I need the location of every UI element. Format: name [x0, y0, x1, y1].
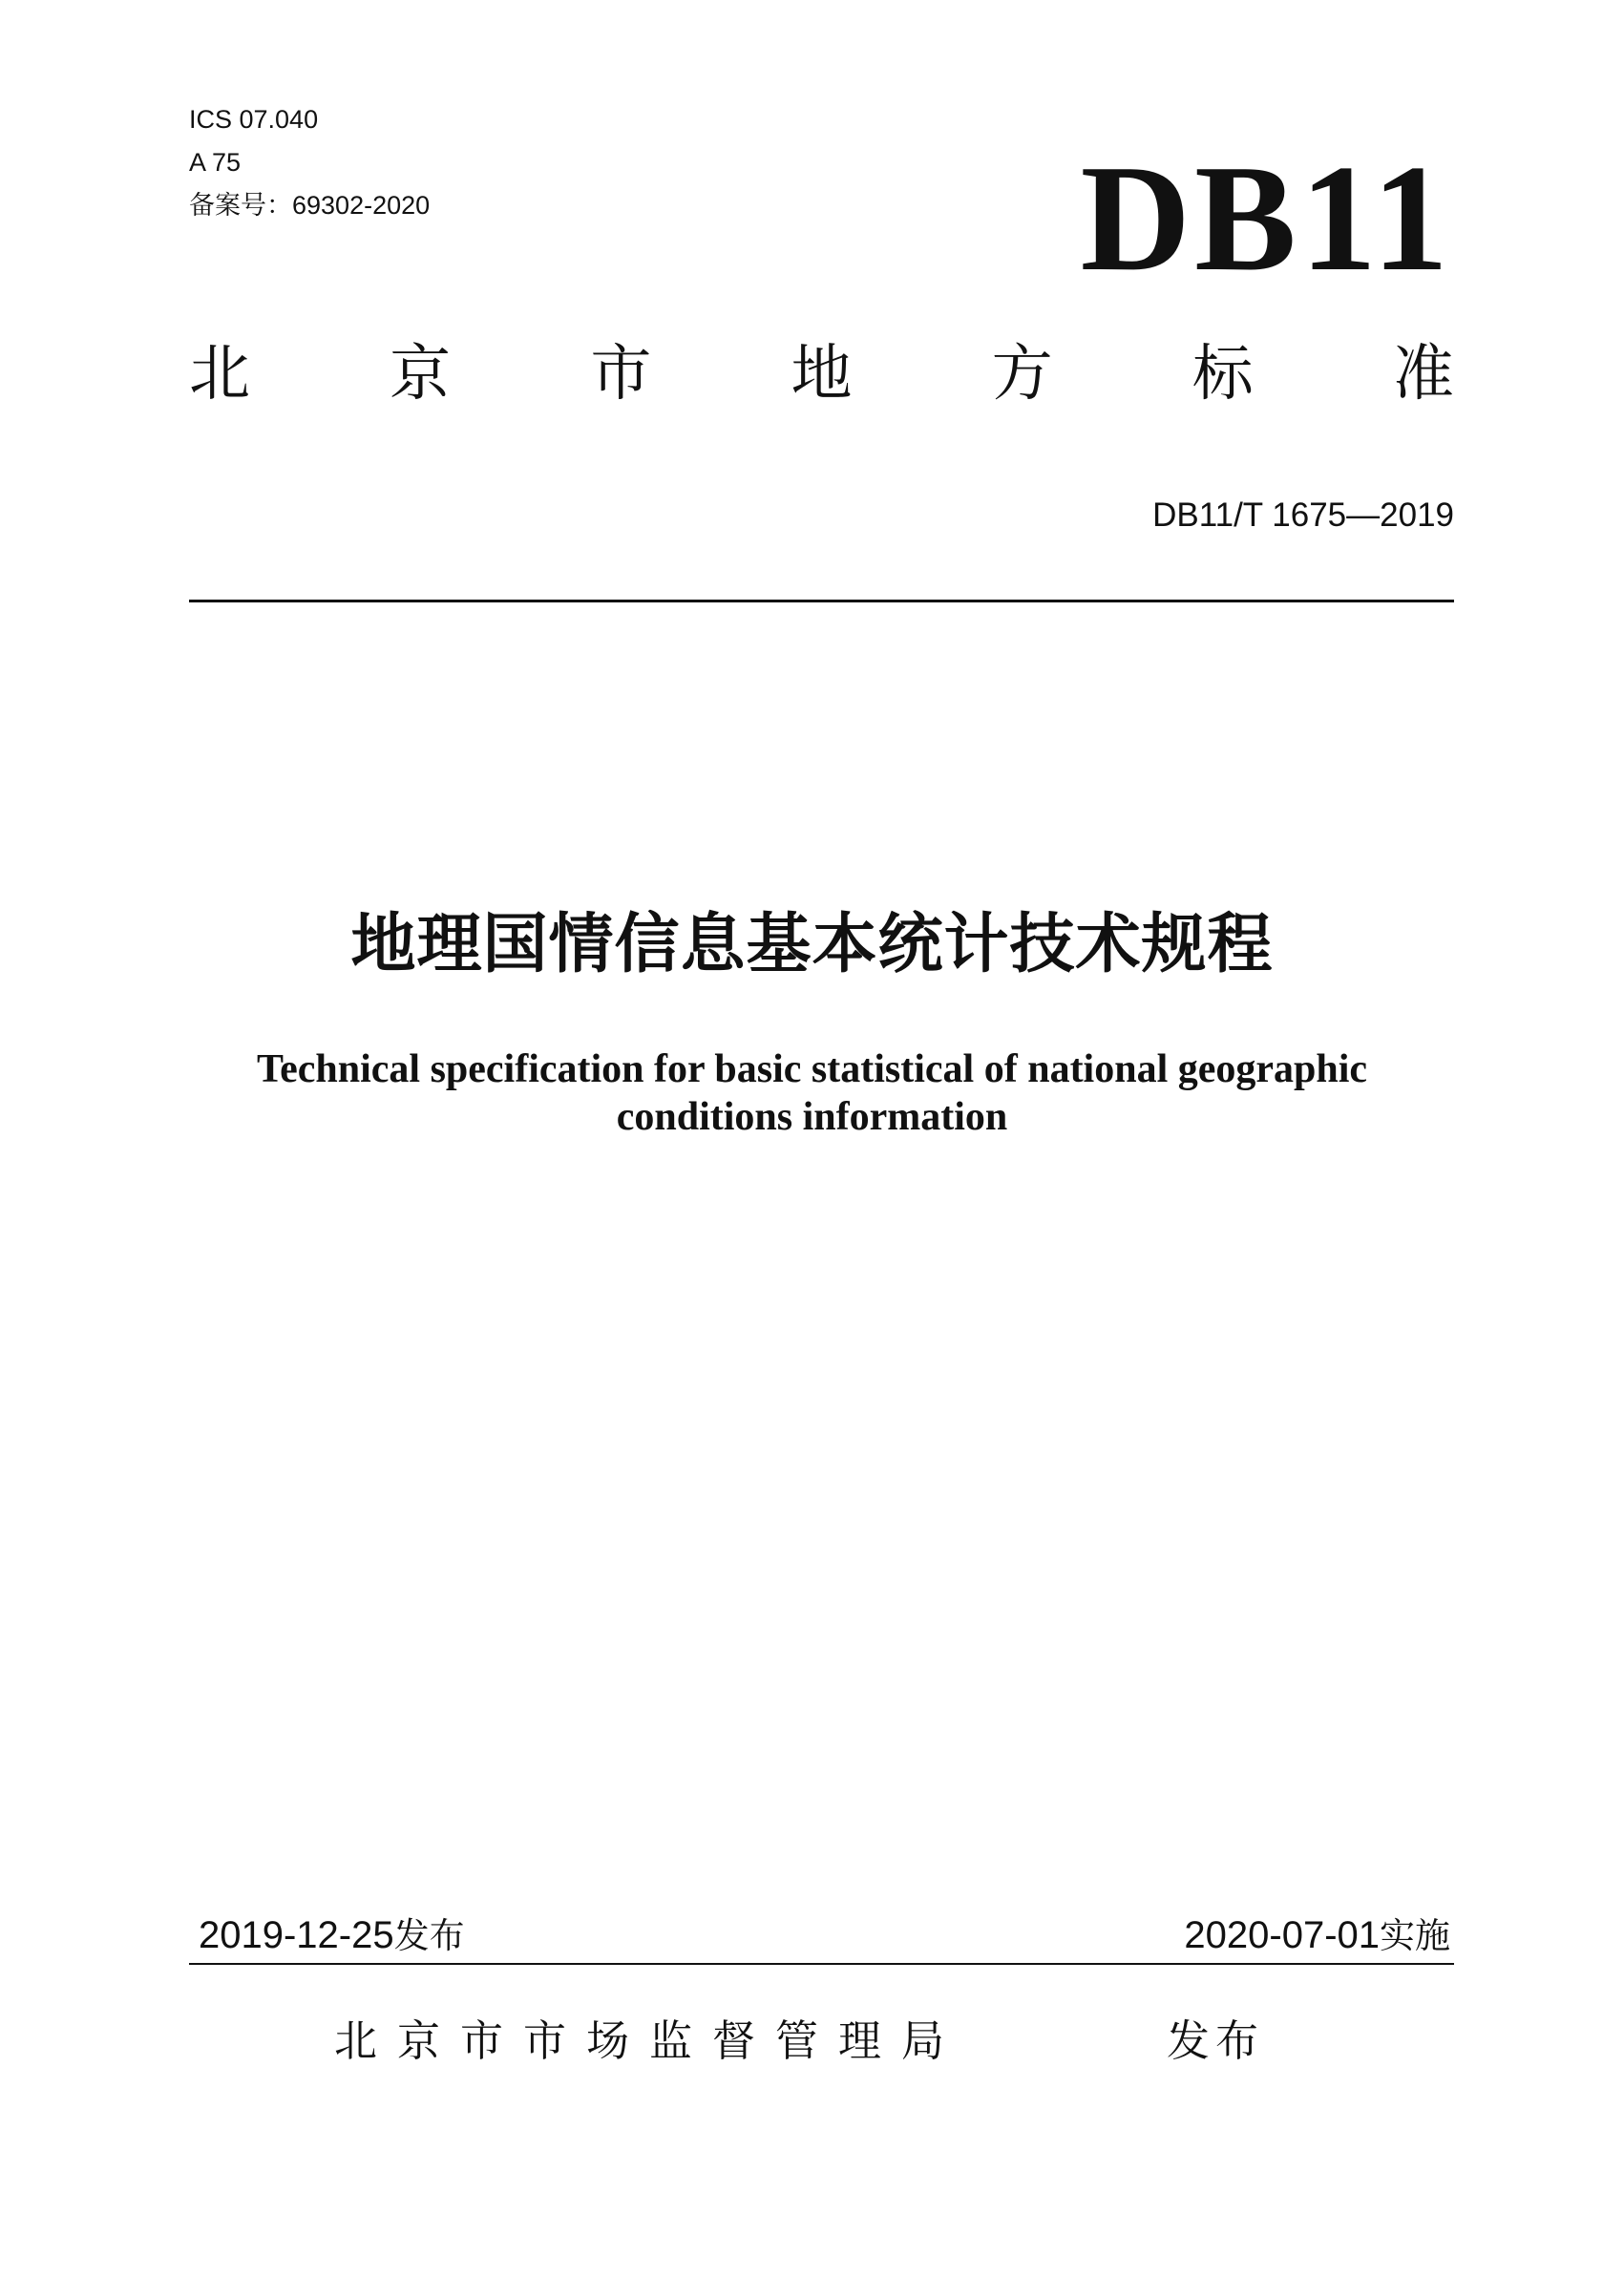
title-english-line-2: conditions information	[616, 1095, 1008, 1139]
publisher-char: 北	[334, 2015, 378, 2066]
standard-type-char: 京	[390, 339, 452, 410]
ics-code: ICS 07.040	[189, 105, 319, 134]
publisher-char: 市	[460, 2015, 504, 2066]
db-logo: DB11	[1080, 133, 1452, 303]
publisher-char: 市	[523, 2015, 567, 2066]
publisher-char: 督	[712, 2015, 756, 2066]
publisher-char: 监	[649, 2015, 693, 2066]
publisher-char: 局	[901, 2015, 945, 2066]
title-chinese: 地理国情信息基本统计技术规程	[350, 907, 1274, 982]
publisher-char: 场	[586, 2015, 630, 2066]
publisher-char: 京	[397, 2015, 441, 2066]
standard-type-char: 市	[590, 339, 652, 410]
title-english-line-1: Technical specification for basic statistical of national geographic	[256, 1047, 1368, 1091]
issue-label: 发布	[393, 1915, 465, 1956]
standard-type-char: 北	[189, 339, 250, 410]
standard-type-char: 方	[991, 339, 1053, 410]
publisher-char: 管	[775, 2015, 819, 2066]
implement-label: 实施	[1380, 1915, 1450, 1956]
issue-date-line	[199, 1913, 465, 1958]
standard-type-char: 标	[1192, 339, 1254, 410]
standard-type-heading	[189, 336, 1454, 412]
standard-type-char: 地	[791, 339, 853, 410]
record-number: 备案号：69302-2020	[189, 191, 431, 220]
ccs-code: A 75	[189, 148, 242, 177]
standard-type-char: 准	[1392, 339, 1454, 410]
implement-date: 2020-07-01	[1184, 1914, 1380, 1956]
publisher-char: 理	[838, 2015, 882, 2066]
implement-date-line	[1184, 1913, 1450, 1958]
top-divider	[189, 600, 1454, 602]
standard-number: DB11/T 1675—2019	[1152, 496, 1454, 534]
publish-label: 发布	[1167, 2015, 1265, 2066]
bottom-divider	[189, 1963, 1454, 1965]
publisher-name	[334, 2013, 964, 2070]
title-english	[0, 1045, 1624, 1141]
issue-date: 2019-12-25	[199, 1914, 394, 1956]
